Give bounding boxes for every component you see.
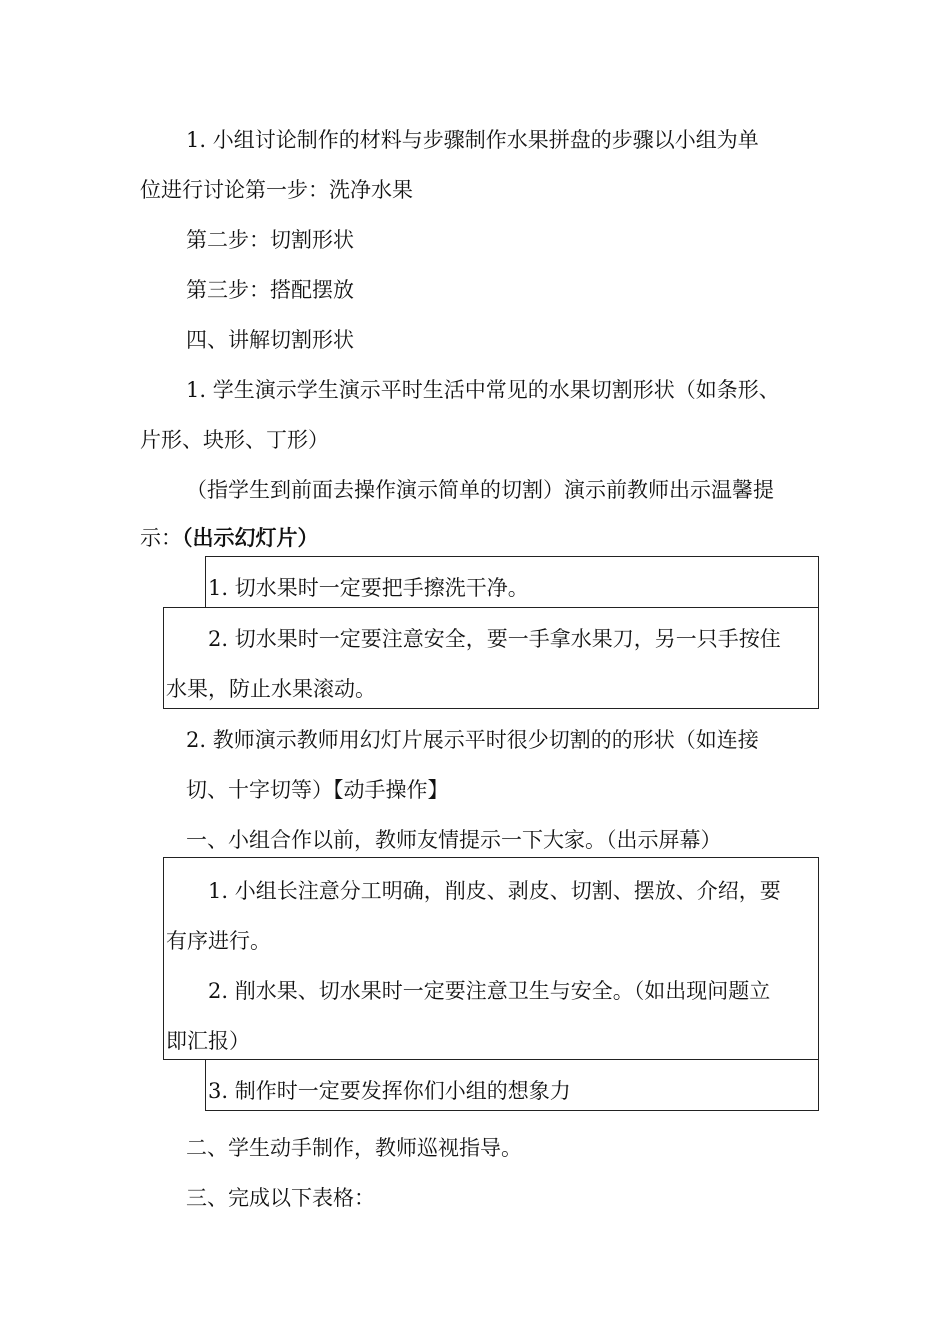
- tip-box-1: [205, 556, 819, 608]
- paragraph-step-2: 第二步：切割形状: [186, 228, 354, 252]
- paragraph-hands-on: 二、学生动手制作，教师巡视指导。: [186, 1136, 522, 1160]
- paragraph-step-3: 第三步：搭配摆放: [186, 278, 354, 302]
- group-tip-2: 2. 削水果、切水果时一定要注意卫生与安全。（如出现问题立: [208, 979, 771, 1003]
- paragraph-step-1-cont: 位进行讨论第一步：洗净水果: [140, 178, 413, 202]
- paragraph-group-work: 一、小组合作以前，教师友情提示一下大家。（出示屏幕）: [186, 828, 722, 852]
- group-tips-box: [163, 857, 819, 1060]
- group-tip-1: 1. 小组长注意分工明确，削皮、剥皮、切割、摆放、介绍，要: [208, 879, 781, 903]
- paragraph-complete-table: 三、完成以下表格：: [186, 1186, 375, 1210]
- group-tip-1-cont: 有序进行。: [166, 929, 271, 953]
- paragraph-teacher-hint: （指学生到前面去操作演示简单的切割）演示前教师出示温馨提: [186, 478, 774, 502]
- tip-2-text: 2. 切水果时一定要注意安全，要一手拿水果刀，另一只手按住: [208, 627, 781, 651]
- tip-1-text: 1. 切水果时一定要把手擦洗干净。: [208, 576, 529, 600]
- group-tip-box-3: [205, 1059, 819, 1111]
- tip-box-2: [163, 607, 819, 709]
- hint-prefix: 示：: [140, 526, 182, 550]
- slide-note: （出示幻灯片）: [182, 526, 319, 550]
- paragraph-student-demo: 1. 学生演示学生演示平时生活中常见的水果切割形状（如条形、: [186, 378, 780, 402]
- paragraph-teacher-demo: 2. 教师演示教师用幻灯片展示平时很少切割的的形状（如连接: [186, 728, 759, 752]
- paragraph-student-demo-cont: 片形、块形、丁形）: [140, 428, 329, 452]
- tip-2-text-cont: 水果，防止水果滚动。: [166, 677, 376, 701]
- paragraph-step-1: 1. 小组讨论制作的材料与步骤制作水果拼盘的步骤以小组为单: [186, 128, 759, 152]
- section-heading-4: 四、讲解切割形状: [186, 328, 354, 352]
- paragraph-teacher-hint-cont: [140, 523, 319, 553]
- paragraph-teacher-demo-cont: 切、十字切等）【动手操作】: [186, 778, 449, 802]
- group-tip-3: 3. 制作时一定要发挥你们小组的想象力: [208, 1079, 571, 1103]
- group-tip-2-cont: 即汇报）: [166, 1029, 250, 1053]
